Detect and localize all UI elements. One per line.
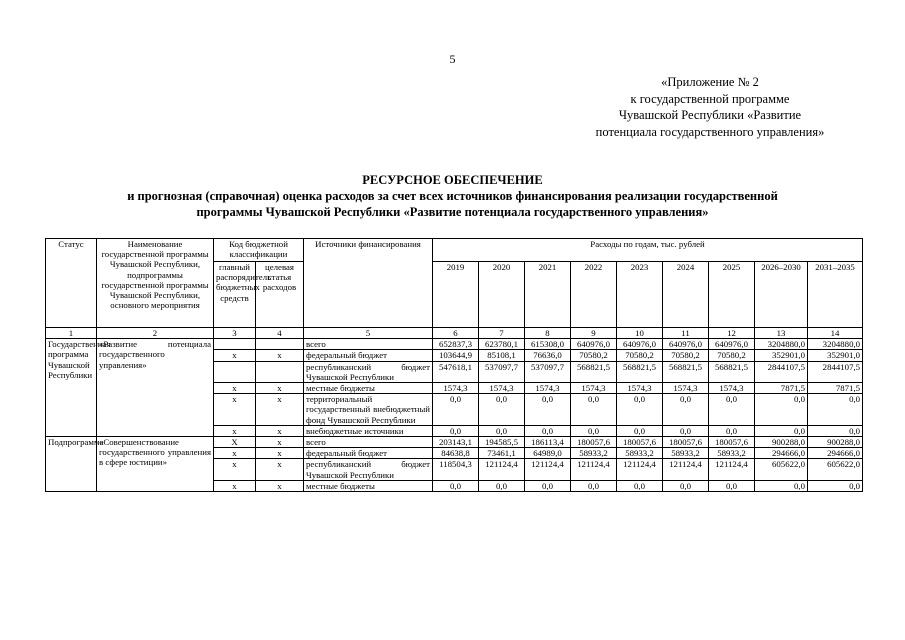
value-cell: 652837,3 [433, 339, 479, 350]
column-number: 12 [709, 328, 755, 339]
value-cell: 70580,2 [571, 350, 617, 361]
header-year: 2025 [709, 262, 755, 328]
appendix-line: «Приложение № 2 [661, 75, 759, 89]
value-cell: 186113,4 [525, 437, 571, 448]
status-cell: Подпрограмма [46, 437, 97, 492]
grbs-cell: x [214, 448, 256, 459]
value-cell: 615308,0 [525, 339, 571, 350]
value-cell: 64989,0 [525, 448, 571, 459]
header-expenses: Расходы по годам, тыс. рублей [433, 239, 863, 262]
value-cell: 118504,3 [433, 459, 479, 480]
value-cell: 180057,6 [571, 437, 617, 448]
value-cell: 2844107,5 [808, 361, 863, 382]
grbs-cell: x [214, 425, 256, 436]
value-cell: 0,0 [709, 425, 755, 436]
value-cell: 1574,3 [709, 383, 755, 394]
value-cell: 0,0 [571, 425, 617, 436]
value-cell: 0,0 [433, 425, 479, 436]
appendix-line: Чувашской Республики «Развитие [618, 108, 802, 122]
value-cell: 58933,2 [663, 448, 709, 459]
value-cell: 58933,2 [571, 448, 617, 459]
title-line: РЕСУРСНОЕ ОБЕСПЕЧЕНИЕ [362, 173, 543, 187]
column-number: 2 [97, 328, 214, 339]
value-cell: 640976,0 [571, 339, 617, 350]
target-cell [256, 361, 304, 382]
grbs-cell [214, 361, 256, 382]
header-status: Статус [46, 239, 97, 328]
header-year: 2022 [571, 262, 617, 328]
value-cell: 7871,5 [755, 383, 808, 394]
source-cell: республиканский бюджет Чувашской Республики [304, 361, 433, 382]
value-cell: 121124,4 [709, 459, 755, 480]
value-cell: 70580,2 [617, 350, 663, 361]
column-number: 4 [256, 328, 304, 339]
table-row [46, 339, 863, 350]
source-cell: территориальный государственный внебюджетный фонд Чувашской Республики [304, 394, 433, 426]
header-year: 2020 [479, 262, 525, 328]
value-cell: 0,0 [755, 480, 808, 491]
value-cell: 0,0 [617, 425, 663, 436]
column-number: 9 [571, 328, 617, 339]
value-cell: 605622,0 [808, 459, 863, 480]
header-year: 2031–2035 [808, 262, 863, 328]
header-name: Наименование государственной программы Чувашской Республики, подпрограммы государственной программы Чувашской Республики, основного мероприятия [97, 239, 214, 328]
source-cell: внебюджетные источники [304, 425, 433, 436]
value-cell: 0,0 [617, 394, 663, 426]
value-cell: 640976,0 [663, 339, 709, 350]
value-cell: 103644,9 [433, 350, 479, 361]
value-cell: 121124,4 [663, 459, 709, 480]
value-cell: 537097,7 [479, 361, 525, 382]
column-number: 11 [663, 328, 709, 339]
value-cell: 568821,5 [617, 361, 663, 382]
grbs-cell: x [214, 394, 256, 426]
status-cell: Государственная программа Чувашской Республики [46, 339, 97, 437]
value-cell: 352901,0 [808, 350, 863, 361]
appendix-line: потенциала государственного управления» [595, 124, 825, 139]
value-cell: 0,0 [525, 425, 571, 436]
table-row [46, 437, 863, 448]
value-cell: 900288,0 [755, 437, 808, 448]
value-cell: 900288,0 [808, 437, 863, 448]
value-cell: 70580,2 [663, 350, 709, 361]
value-cell: 58933,2 [709, 448, 755, 459]
source-cell: всего [304, 339, 433, 350]
column-number: 1 [46, 328, 97, 339]
value-cell: 294666,0 [808, 448, 863, 459]
value-cell: 1574,3 [617, 383, 663, 394]
value-cell: 294666,0 [755, 448, 808, 459]
grbs-cell [214, 339, 256, 350]
value-cell: 537097,7 [525, 361, 571, 382]
value-cell: 640976,0 [709, 339, 755, 350]
header-sources: Источники финансирования [304, 239, 433, 328]
grbs-cell: x [214, 480, 256, 491]
column-number: 7 [479, 328, 525, 339]
source-cell: всего [304, 437, 433, 448]
target-cell: x [256, 350, 304, 361]
target-cell: x [256, 394, 304, 426]
value-cell: 84638,8 [433, 448, 479, 459]
value-cell: 121124,4 [571, 459, 617, 480]
title-line: и прогнозная (справочная) оценка расходов за счет всех источников финансирования реализации государственной [127, 189, 778, 203]
value-cell: 180057,6 [617, 437, 663, 448]
header-budget-code: Код бюджетной классификации [214, 239, 304, 262]
value-cell: 623780,1 [479, 339, 525, 350]
value-cell: 121124,4 [479, 459, 525, 480]
value-cell: 0,0 [617, 480, 663, 491]
value-cell: 2844107,5 [755, 361, 808, 382]
value-cell: 352901,0 [755, 350, 808, 361]
value-cell: 3204880,0 [755, 339, 808, 350]
header-grbs: главный распорядитель бюджетных средств [214, 262, 256, 328]
target-cell: x [256, 425, 304, 436]
value-cell: 0,0 [479, 480, 525, 491]
source-cell: федеральный бюджет [304, 350, 433, 361]
value-cell: 0,0 [525, 394, 571, 426]
target-cell: x [256, 437, 304, 448]
resources-table [45, 238, 863, 492]
target-cell: x [256, 480, 304, 491]
value-cell: 0,0 [433, 480, 479, 491]
value-cell: 0,0 [808, 394, 863, 426]
appendix-note [560, 74, 860, 140]
header-year: 2024 [663, 262, 709, 328]
value-cell: 7871,5 [808, 383, 863, 394]
target-cell [256, 339, 304, 350]
value-cell: 121124,4 [617, 459, 663, 480]
column-number: 6 [433, 328, 479, 339]
value-cell: 0,0 [755, 394, 808, 426]
value-cell: 0,0 [433, 394, 479, 426]
header-year: 2023 [617, 262, 663, 328]
column-number: 14 [808, 328, 863, 339]
value-cell: 640976,0 [617, 339, 663, 350]
target-cell: x [256, 448, 304, 459]
grbs-cell: X [214, 437, 256, 448]
value-cell: 1574,3 [433, 383, 479, 394]
value-cell: 180057,6 [663, 437, 709, 448]
value-cell: 0,0 [808, 425, 863, 436]
value-cell: 76636,0 [525, 350, 571, 361]
value-cell: 568821,5 [663, 361, 709, 382]
column-number: 3 [214, 328, 256, 339]
value-cell: 58933,2 [617, 448, 663, 459]
target-cell: x [256, 383, 304, 394]
header-year: 2021 [525, 262, 571, 328]
value-cell: 0,0 [663, 394, 709, 426]
value-cell: 1574,3 [571, 383, 617, 394]
program-name-cell: «Развитие потенциала государственного управления» [97, 339, 214, 437]
header-year: 2026–2030 [755, 262, 808, 328]
column-number: 5 [304, 328, 433, 339]
column-number: 10 [617, 328, 663, 339]
source-cell: федеральный бюджет [304, 448, 433, 459]
page-number: 5 [449, 52, 456, 66]
value-cell: 605622,0 [755, 459, 808, 480]
grbs-cell: x [214, 459, 256, 480]
value-cell: 3204880,0 [808, 339, 863, 350]
grbs-cell: x [214, 350, 256, 361]
value-cell: 0,0 [709, 480, 755, 491]
value-cell: 1574,3 [479, 383, 525, 394]
value-cell: 547618,1 [433, 361, 479, 382]
value-cell: 0,0 [755, 425, 808, 436]
column-number: 8 [525, 328, 571, 339]
value-cell: 0,0 [663, 425, 709, 436]
value-cell: 85108,1 [479, 350, 525, 361]
grbs-cell: x [214, 383, 256, 394]
title-line: программы Чувашской Республики «Развитие потенциала государственного управления» [196, 205, 709, 219]
target-cell: x [256, 459, 304, 480]
header-target: целевая статья расходов [256, 262, 304, 328]
value-cell: 0,0 [663, 480, 709, 491]
value-cell: 70580,2 [709, 350, 755, 361]
value-cell: 0,0 [571, 394, 617, 426]
program-name-cell: «Совершенствование государственного управления в сфере юстиции» [97, 437, 214, 492]
value-cell: 180057,6 [709, 437, 755, 448]
value-cell: 0,0 [709, 394, 755, 426]
value-cell: 0,0 [525, 480, 571, 491]
value-cell: 203143,1 [433, 437, 479, 448]
value-cell: 0,0 [479, 394, 525, 426]
document-title [40, 172, 865, 220]
value-cell: 568821,5 [571, 361, 617, 382]
value-cell: 568821,5 [709, 361, 755, 382]
source-cell: местные бюджеты [304, 383, 433, 394]
value-cell: 121124,4 [525, 459, 571, 480]
column-number: 13 [755, 328, 808, 339]
value-cell: 0,0 [808, 480, 863, 491]
value-cell: 73461,1 [479, 448, 525, 459]
value-cell: 0,0 [479, 425, 525, 436]
source-cell: местные бюджеты [304, 480, 433, 491]
appendix-line: к государственной программе [630, 91, 790, 106]
header-year: 2019 [433, 262, 479, 328]
value-cell: 0,0 [571, 480, 617, 491]
value-cell: 1574,3 [663, 383, 709, 394]
value-cell: 1574,3 [525, 383, 571, 394]
value-cell: 194585,5 [479, 437, 525, 448]
source-cell: республиканский бюджет Чувашской Республики [304, 459, 433, 480]
